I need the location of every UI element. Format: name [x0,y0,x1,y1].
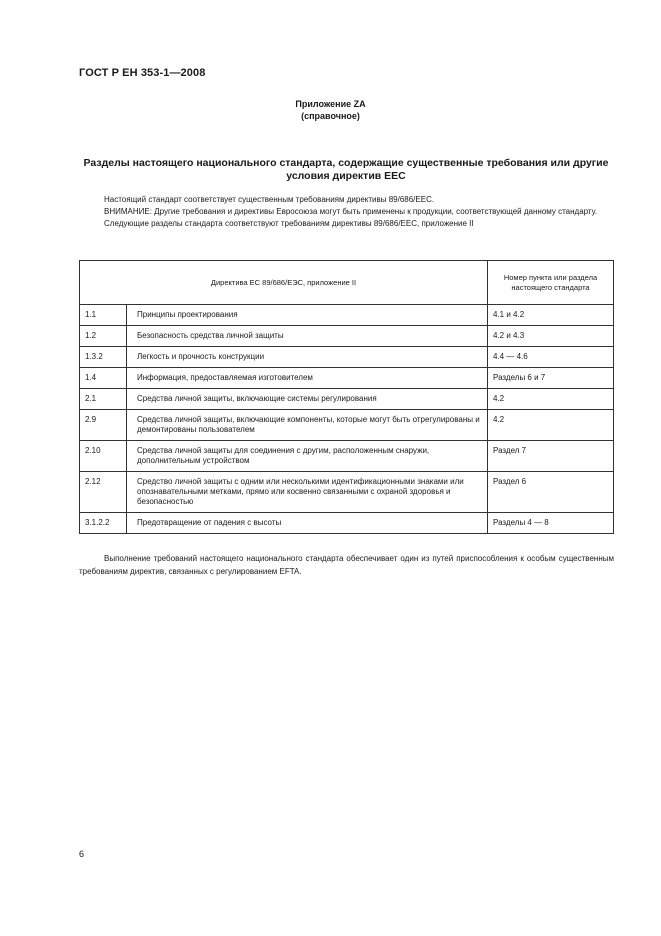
annex-heading [0,98,661,122]
row-number: 3.1.2.2 [80,513,127,534]
row-text: Безопасность средства личной защиты [127,326,488,347]
annex-title: Приложение ZA [295,99,366,109]
table-row [80,326,614,347]
table-row [80,472,614,513]
row-text: Легкость и прочность конструкции [127,347,488,368]
table-row [80,410,614,441]
table-row [80,441,614,472]
row-reference: Раздел 6 [488,472,614,513]
row-number: 1.4 [80,368,127,389]
row-number: 2.9 [80,410,127,441]
row-text: Средства личной защиты для соединения с другим, расположенным снаружи, дополнительным устройством [127,441,488,472]
requirements-table [79,260,614,534]
row-number: 2.10 [80,441,127,472]
page-number: 6 [79,849,85,859]
document-code: ГОСТ Р ЕН 353-1—2008 [79,67,206,79]
row-reference: 4.2 и 4.3 [488,326,614,347]
intro-paragraph: ВНИМАНИЕ: Другие требования и директивы Евросоюза могут быть применены к продукции, соответствующей данному стандарту. [104,207,598,216]
header-directive: Директива ЕС 89/686/ЕЭС, приложение II [80,261,488,305]
row-number: 1.2 [80,326,127,347]
row-reference: Разделы 6 и 7 [488,368,614,389]
intro-paragraph: Настоящий стандарт соответствует существенным требованиям директивы 89/686/ЕЕС. [104,195,435,204]
row-number: 2.1 [80,389,127,410]
closing-text [79,552,614,578]
row-number: 1.3.2 [80,347,127,368]
table-row [80,347,614,368]
closing-paragraph: Выполнение требований настоящего национального стандарта обеспечивает один из путей приспособления к особым существенным требованиям директив, связанных с регулированием EFTA. [79,554,614,576]
row-text: Информация, предоставляемая изготовителем [127,368,488,389]
section-title: Разделы настоящего национального стандарта, содержащие существенные требования или другие условия директив ЕЕС [83,157,609,182]
table-row [80,305,614,326]
row-number: 2.12 [80,472,127,513]
table-row [80,513,614,534]
row-reference: 4.2 [488,410,614,441]
intro-text [79,194,614,230]
row-text: Средства личной защиты, включающие компоненты, которые могут быть отрегулированы и демонтированы пользователем [127,410,488,441]
row-reference: 4.1 и 4.2 [488,305,614,326]
row-reference: Раздел 7 [488,441,614,472]
header-clause: Номер пункта или раздела настоящего стандарта [488,261,614,305]
row-text: Предотвращение от падения с высоты [127,513,488,534]
table-header-row [80,261,614,305]
table-row [80,368,614,389]
row-reference: Разделы 4 — 8 [488,513,614,534]
table-row [80,389,614,410]
row-text: Средство личной защиты с одним или несколькими идентификационными знаками или опознавательными метками, прямо или косвенно связанными с охраной здоровья и безопасностью [127,472,488,513]
row-reference: 4.2 [488,389,614,410]
row-reference: 4.4 — 4.6 [488,347,614,368]
intro-paragraph: Следующие разделы стандарта соответствуют требованиям директивы 89/686/ЕЕС, приложение II [104,219,474,228]
row-text: Средства личной защиты, включающие системы регулирования [127,389,488,410]
row-number: 1.1 [80,305,127,326]
annex-subtitle: (справочное) [301,111,360,121]
row-text: Принципы проектирования [127,305,488,326]
